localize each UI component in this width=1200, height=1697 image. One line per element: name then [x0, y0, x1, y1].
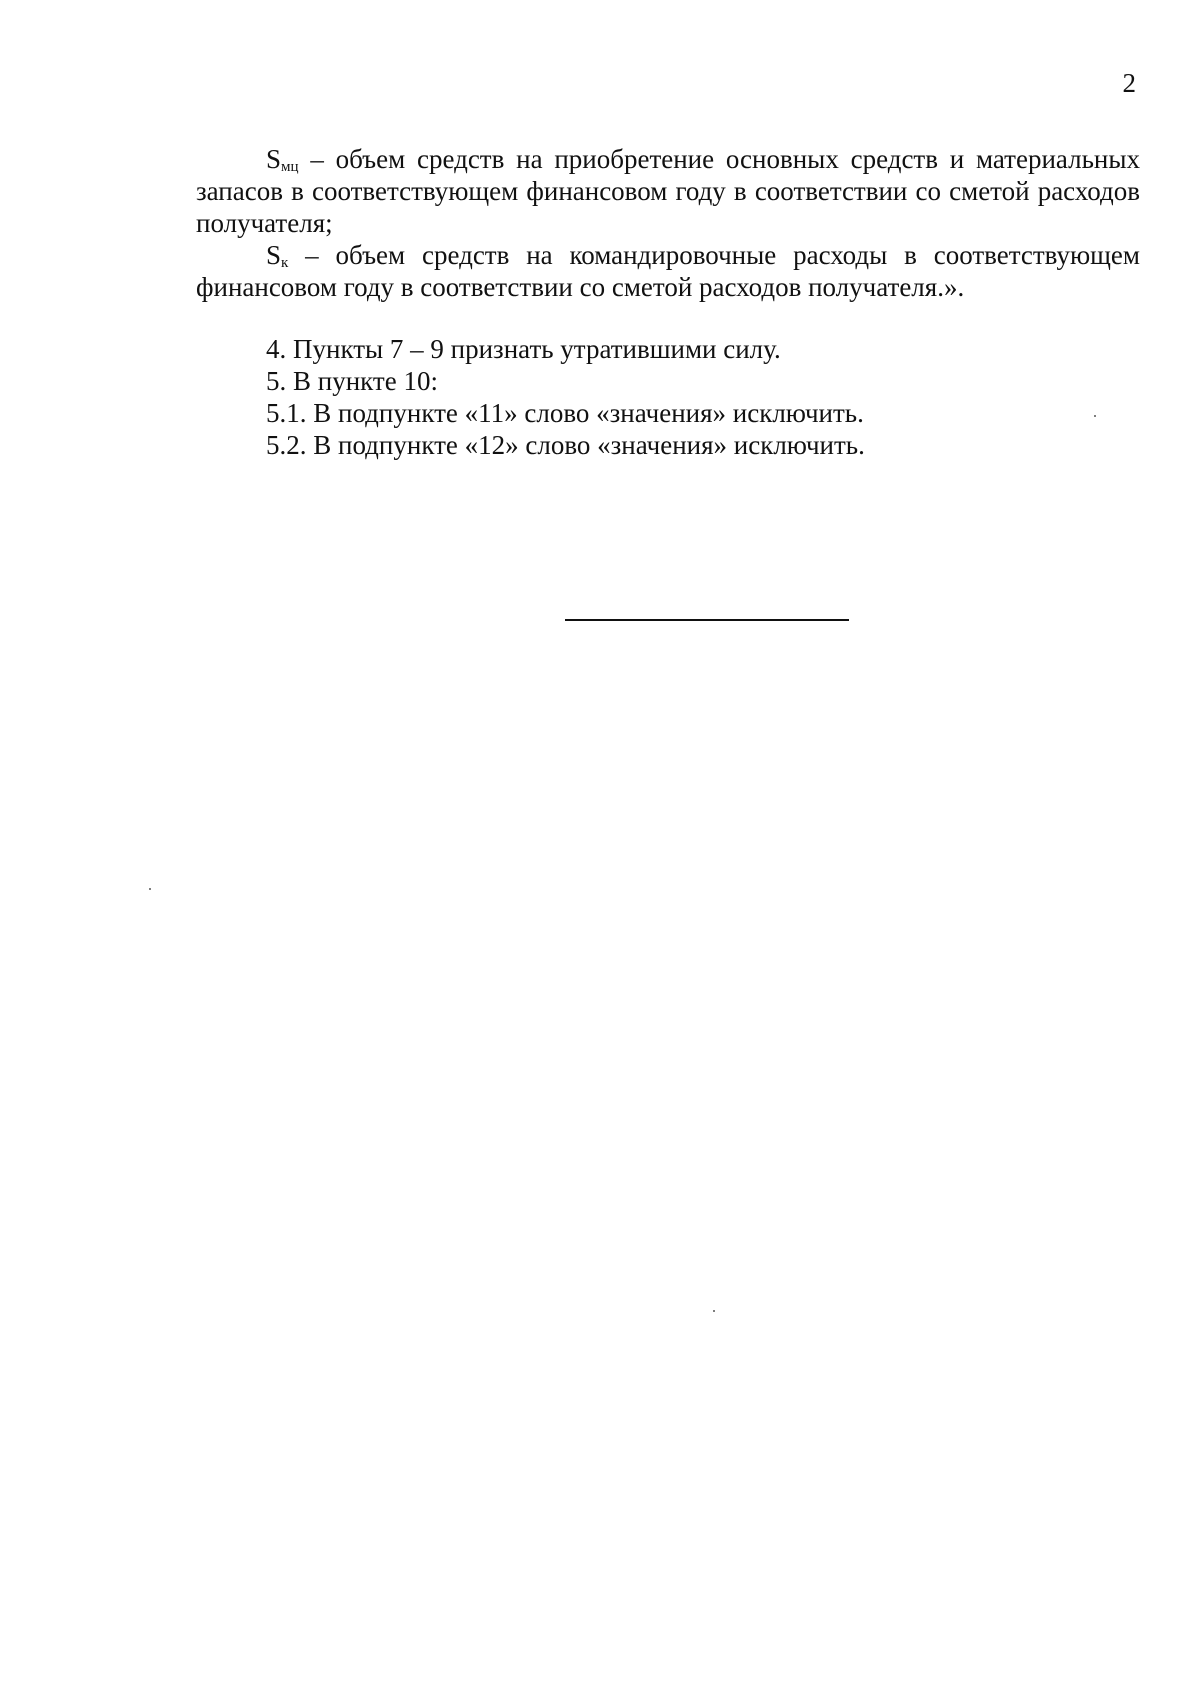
document-body [196, 143, 1140, 461]
item-5-1: 5.1. В подпункте «11» слово «значения» исключить. [266, 398, 864, 428]
definition-sk [196, 239, 1140, 303]
scan-speck [713, 1310, 715, 1312]
definition-smc-subscript: мц [281, 159, 299, 175]
end-separator-line [565, 619, 849, 621]
item-5-heading: 5. В пункте 10: [266, 366, 438, 396]
definition-sk-symbol: S [266, 240, 282, 270]
scan-speck [1094, 415, 1096, 417]
page-number: 2 [1122, 68, 1136, 98]
definition-smc-symbol: S [266, 144, 282, 174]
definition-sk-text: – объем средств на командировочные расходы в соответствующем финансовом году в соответствии со сметой расходов получателя.». [196, 240, 1140, 302]
item-5-2: 5.2. В подпункте «12» слово «значения» исключить. [266, 430, 865, 460]
scan-speck [149, 888, 151, 890]
definition-sk-subscript: к [281, 255, 289, 271]
definition-smc-text: – объем средств на приобретение основных средств и материальных запасов в соответствующем финансовом году в соответствии со сметой расходов получателя; [196, 144, 1140, 238]
item-4: 4. Пункты 7 – 9 признать утратившими силу. [266, 334, 781, 364]
definition-smc [196, 143, 1140, 239]
